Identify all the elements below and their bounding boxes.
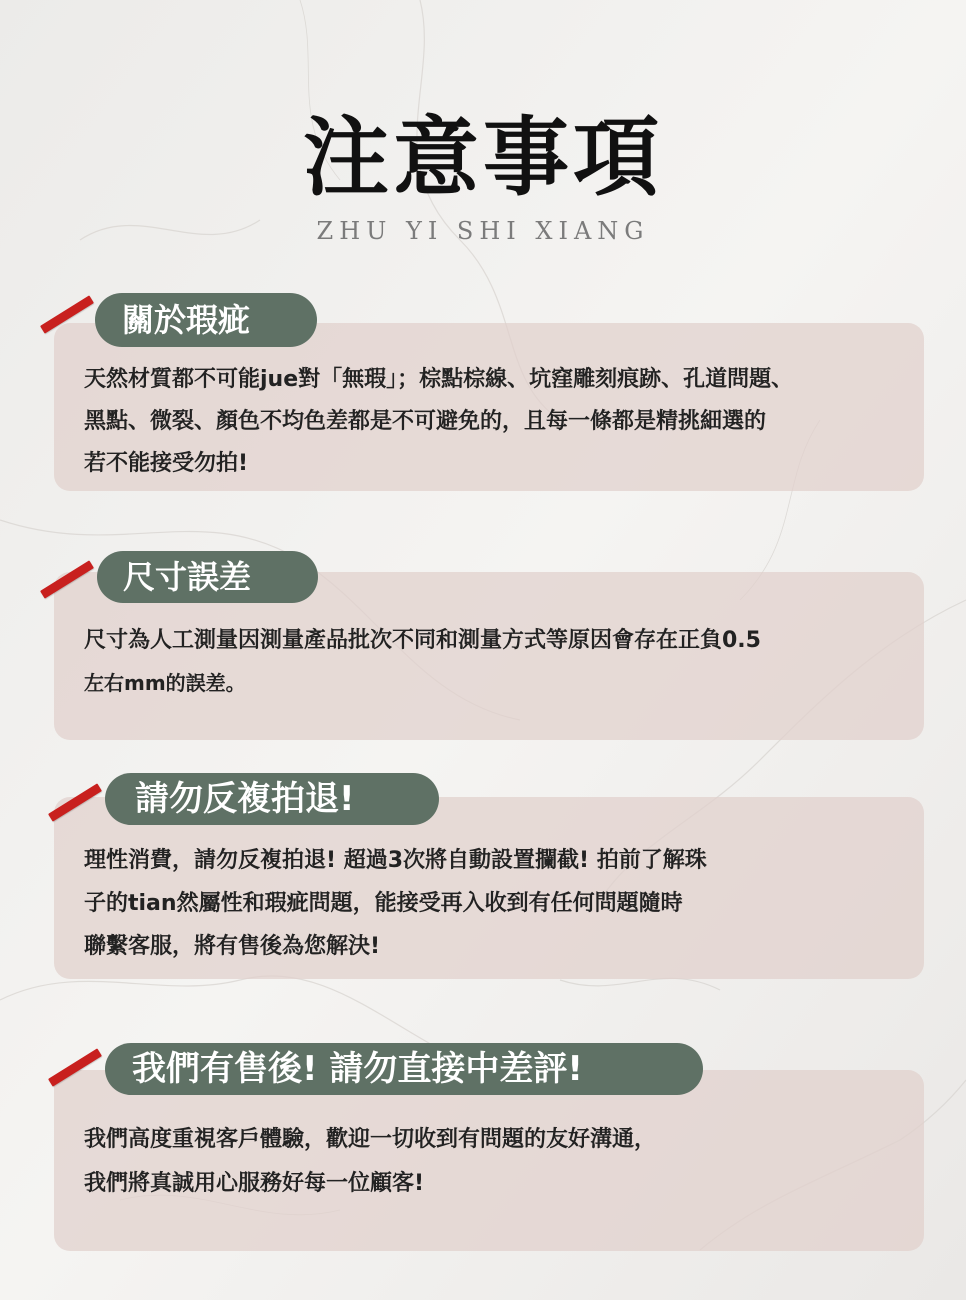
body-line: 子的tian然屬性和瑕疵問題，能接受再入收到有任何問題隨時 — [84, 891, 683, 916]
body-line: 天然材質都不可能jue對「無瑕」；棕點棕線、坑窪雕刻痕跡、孔道問題、 — [84, 367, 794, 392]
body-line: 若不能接受勿拍! — [84, 451, 249, 476]
section-card — [54, 1070, 924, 1251]
body-line: 我們將真誠用心服務好每一位顧客! — [84, 1171, 425, 1196]
section-heading: 我們有售後! 請勿直接中差評! — [105, 1043, 703, 1095]
body-line: 黑點、微裂、顏色不均色差都是不可避免的，且每一條都是精挑細選的 — [84, 409, 767, 434]
section-card — [54, 323, 924, 491]
body-line: 聯繫客服，將有售後為您解決! — [84, 934, 381, 959]
section-body — [84, 1118, 656, 1206]
body-line: 理性消費，請勿反複拍退! 超過3次將自動設置攔截! 拍前了解珠 — [84, 848, 707, 873]
section-body — [84, 620, 761, 704]
section-body — [84, 359, 793, 485]
body-line: 尺寸為人工測量因測量產品批次不同和測量方式等原因會存在正負0.5 — [84, 628, 761, 653]
section-heading: 請勿反複拍退! — [105, 773, 439, 825]
page-subtitle: ZHU YI SHI XIANG — [316, 217, 650, 245]
section-heading: 關於瑕疵 — [95, 293, 317, 347]
body-line: 左右mm的誤差。 — [84, 671, 246, 695]
section-body — [84, 839, 707, 968]
section-heading: 尺寸誤差 — [97, 551, 318, 603]
page-title: 注意事項 — [303, 108, 663, 208]
body-line: 我們高度重視客戶體驗，歡迎一切收到有問題的友好溝通， — [84, 1127, 657, 1152]
